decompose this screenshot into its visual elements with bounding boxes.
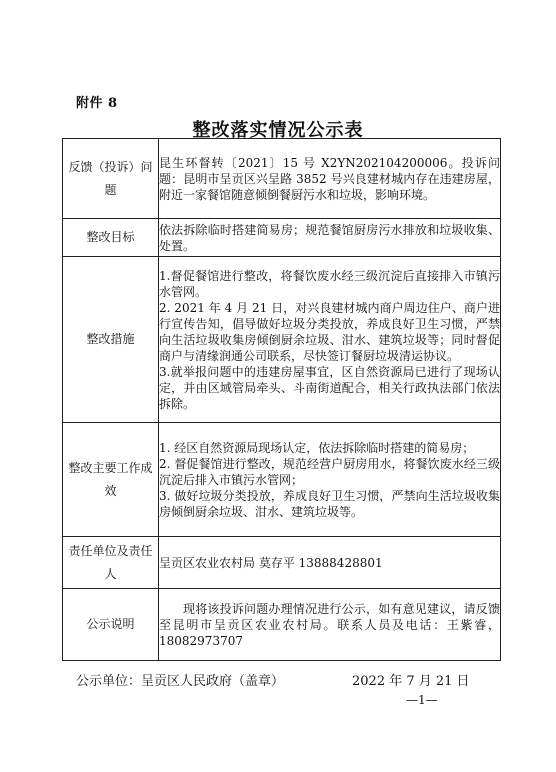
- attachment-label: 附件 8: [76, 96, 118, 111]
- rectification-table: [62, 138, 501, 661]
- row-content-complaint: [159, 139, 501, 219]
- table-row-results: [63, 423, 501, 537]
- result-item-2: 2. 督促餐馆进行整改，规范经营户厨房用水，将餐饮废水经三级沉淀后排入市镇污水管网；: [159, 456, 500, 487]
- responsible-text: 呈贡区农业农村局 莫存平 13888428801: [159, 555, 383, 570]
- result-item-3: 3. 做好垃圾分类投放，养成良好卫生习惯，严禁向生活垃圾收集房倾倒厨余垃圾、泔水、建筑垃圾等。: [159, 488, 500, 519]
- table-row-goal: [63, 219, 501, 257]
- row-content-results: [159, 423, 501, 537]
- row-label-responsible: 责任单位及责任人: [63, 537, 159, 589]
- row-label-measures: 整改措施: [63, 257, 159, 423]
- row-content-notice: [159, 589, 501, 661]
- measure-item-3: 3.就举报问题中的违建房屋事宜，区自然资源局已进行了现场认定，并由区域管局牵头、斗南街道配合，相关行政执法部门依法拆除。: [159, 364, 500, 411]
- row-label-complaint: 反馈（投诉）问题: [63, 139, 159, 219]
- footer-publisher: 公示单位：呈贡区人民政府（盖章）: [76, 674, 285, 689]
- measure-item-1: 1.督促餐馆进行整改，将餐饮废水经三级沉淀后直接排入市镇污水管网。: [159, 268, 500, 299]
- goal-text: 依法拆除临时搭建简易房；规范餐馆厨房污水排放和垃圾收集、处置。: [159, 222, 500, 253]
- result-item-1: 1. 经区自然资源局现场认定，依法拆除临时搭建的简易房；: [159, 440, 475, 455]
- row-content-goal: [159, 219, 501, 257]
- footer-date: 2022 年 7 月 21 日: [352, 674, 470, 689]
- notice-text: 现将该投诉问题办理情况进行公示，如有意见建议，请反馈至昆明市呈贡区农业农村局。联系人员及电话：王紫睿，18082973707: [159, 601, 500, 648]
- row-label-notice: 公示说明: [63, 589, 159, 661]
- row-content-responsible: [159, 537, 501, 589]
- page-title: 整改落实情况公示表: [192, 120, 364, 141]
- table-row-notice: [63, 589, 501, 661]
- row-label-goal: 整改目标: [63, 219, 159, 257]
- table-row-complaint: [63, 139, 501, 219]
- page-number: —1—: [406, 693, 438, 707]
- table-row-responsible: [63, 537, 501, 589]
- complaint-text: 昆生环督转〔2021〕15 号 X2YN202104200006。投诉问题：昆明市呈贡区兴呈路 3852 号兴良建材城内存在违建房屋，附近一家餐馆随意倾倒餐厨污水和垃圾，影响环境。: [159, 155, 500, 202]
- row-content-measures: [159, 257, 501, 423]
- measure-item-2: 2. 2021 年 4 月 21 日，对兴良建材城内商户周边住户、商户进行宣传告知，倡导做好垃圾分类投放，养成良好卫生习惯，严禁向生活垃圾收集房倾倒厨余垃圾、泔水、建筑垃圾等；同时督促商户与清缘润通公司联系，尽快签订餐厨垃圾清运协议。: [159, 300, 500, 363]
- row-label-results: 整改主要工作成效: [63, 423, 159, 537]
- table-row-measures: [63, 257, 501, 423]
